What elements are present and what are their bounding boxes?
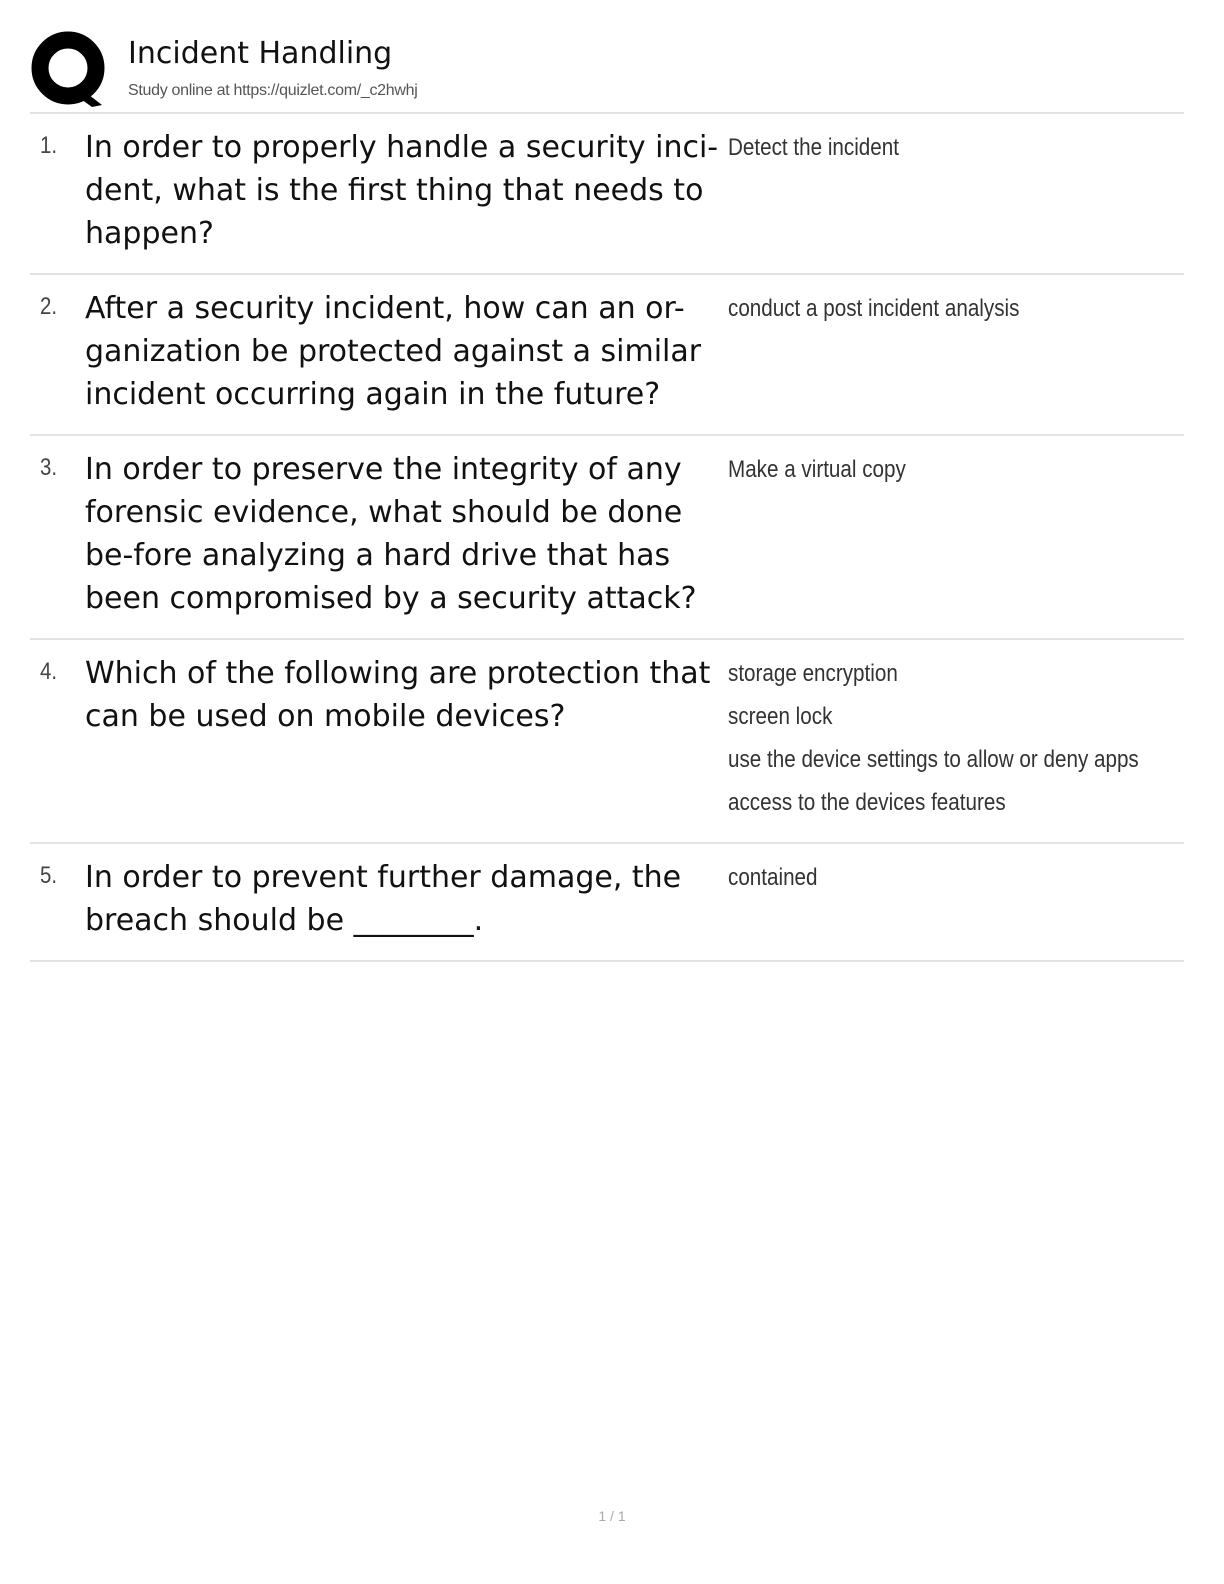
- card-number: 4.: [40, 658, 58, 685]
- flashcard: [30, 844, 1184, 962]
- card-answer: [728, 126, 1115, 169]
- card-question: After a security incident, how can an or-ganization be protected against a similar incident occurring again in the future?: [85, 291, 702, 412]
- card-answer-line: conduct a post incident analysis: [728, 295, 1020, 322]
- study-online-link[interactable]: Study online at https://quizlet.com/_c2hwhj: [128, 82, 418, 99]
- card-number: 3.: [40, 454, 58, 481]
- card-answer-line: contained: [728, 864, 818, 891]
- card-question: Which of the following are protection that can be used on mobile devices?: [85, 656, 711, 734]
- card-answer-line: use the device settings to allow or deny apps: [728, 746, 1139, 773]
- card-question: In order to preserve the integrity of any forensic evidence, what should be done be-fore analyzing a hard drive that has been compromised by a security attack?: [85, 452, 697, 616]
- flashcard: [30, 275, 1184, 436]
- flashcard: [30, 640, 1184, 844]
- card-answer: [728, 856, 1115, 899]
- card-answer-line: storage encryption: [728, 660, 898, 687]
- document-header: [30, 30, 1184, 114]
- flashcard-list: [30, 114, 1184, 962]
- card-answer-line: screen lock: [728, 703, 833, 730]
- card-number: 1.: [40, 132, 58, 159]
- card-question: In order to prevent further damage, the breach should be ________.: [85, 860, 682, 938]
- card-number: 5.: [40, 862, 58, 889]
- card-answer: [728, 448, 1115, 491]
- quizlet-logo-icon: [30, 30, 110, 110]
- flashcard: [30, 436, 1184, 640]
- flashcard: [30, 114, 1184, 275]
- card-number: 2.: [40, 293, 58, 320]
- card-answer: [728, 652, 1139, 824]
- card-answer-line: access to the devices features: [728, 789, 1006, 816]
- page-number: 1 / 1: [598, 1508, 626, 1524]
- document-title: Incident Handling: [128, 36, 393, 71]
- card-answer: [728, 287, 1115, 330]
- card-answer-line: Make a virtual copy: [728, 456, 906, 483]
- card-answer-line: Detect the incident: [728, 134, 899, 161]
- card-question: In order to properly handle a security inci-dent, what is the first thing that needs to happen?: [85, 130, 719, 251]
